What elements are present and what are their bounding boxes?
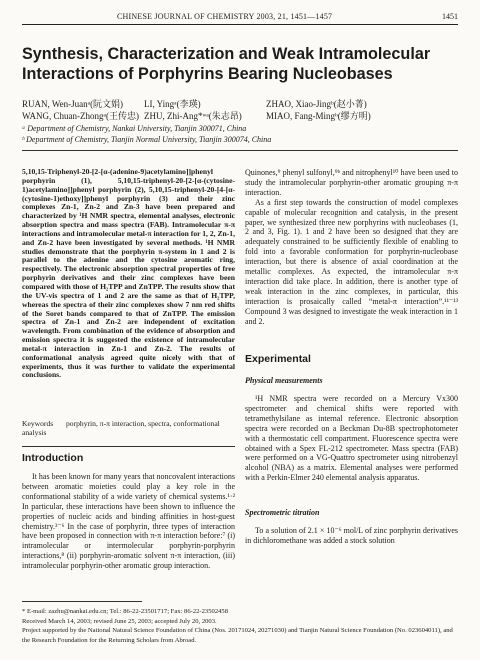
footnote: Received March 14, 2003; revised June 25, 2003; accepted July 20, 2003. (22, 617, 217, 625)
author-name: MIAO, Fang-Mingᵇ(缪方明) (266, 111, 371, 121)
affiliation: ᵃ Department of Chemistry, Nankai University, Tianjin 300071, China (22, 124, 247, 133)
paragraph: To a solution of 2.1 × 10⁻⁶ mol/L of zinc porphyrin derivatives in dichloromethane was added a stock solution (245, 526, 458, 545)
page-number: 1451 (442, 12, 458, 21)
running-header (22, 10, 458, 25)
author-row (22, 110, 371, 122)
paragraph: ¹H NMR spectra were recorded on a Mercury Vx300 spectrometer and chemical shifts were reported with tetramethylsilane as internal reference. Electronic absorption spectra were recorded on a Beckman Du-8B spectrophotometer with a thermostatic cell compartment. Fluorescence spectra were obtained with a Spex FL-212 spectrometer. Mass spectra (FAB) were performed on a VG-Quattro spectrometer using nitrobenzyl alcohol (NBA) as a matrix. Elemental analyses were performed with a Perkin-Elmer 240 elemental analysis apparatus. (245, 394, 458, 483)
abstract: 5,10,15-Triphenyl-20-[2-[α-(adenine-9)acetylamino]]phenyl porphyrin (1), 5,10,15-triphenyl-20-[2-[α-(cytosine-1)acetylamino]]phenyl porphyrin (2), 5,10,15-triphenyl-20-[4-[α-(cytosine-1)ethoxy]]phenyl porphyrin (3) and their zinc complexes Zn-1, Zn-2 and Zn-3 have been prepared and characterized by ¹H NMR spectra, elemental analyses, electronic absorption spectra and mass spectra (FAB). Intramolecular π-π interactions and intramolecular metal-π interaction for 1, 2, Zn-1, and Zn-2 have been investigated by several methods. ¹H NMR studies demonstrate that the porphyrin π-system in 1 and 2 is parallel to the adenine and the cytosine aromatic ring, respectively. The electronic absorption spectral properties of free porphyrin derivatives and their zinc complexes have been compared with those of H₂TPP and ZnTPP. The results show that the UV-vis spectra of 1 and 2 are the same as that of H₂TPP, whereas the spectra of their zinc complexes show 7 nm red shifts of the Soret bands compared to that of ZnTPP. The emission spectra of Zn-1 and Zn-2 are independent of excitation wavelength. From combination of the evidence of absorption and emission spectra it is suggested the existence of intramolecular metal-π interaction in Zn-1 and Zn-2. The results of conformational analysis agreed quite nicely with that of experiments, thus it was further to validate the experimental conclusions. (22, 167, 235, 380)
journal-citation: CHINESE JOURNAL OF CHEMISTRY 2003, 21, 1451—1457 (117, 12, 333, 21)
keywords (22, 419, 235, 437)
affiliations (22, 124, 271, 145)
author-row (22, 98, 371, 110)
author-name: ZHAO, Xiao-Jingᵇ(赵小菁) (266, 99, 367, 109)
paragraph: As a first step towards the construction of model complexes capable of molecular recognition and catalysis, in the present paper, we synthesized three new porphyrins with nucleobases (1, 2 and 3, Fig. 1). 1 and 2 have been so designed that they are adequately constrained to be sufficiently flexible of enabling to fold into a favorable conformation for porphyrin-nucleobase interaction, but there is absence of axial coordination at the metallic complexes. As expected, the intramolecular π-π interaction did take place. In addition, there is another type of weak interaction in the zinc complexes, in particular, this interaction is prosaically called “metal-π interaction”.¹¹⁻¹³ Compound 3 was designed to investigate the weak interaction in 1 and 2. (245, 197, 458, 326)
footnotes (22, 607, 458, 645)
spectrometric-titration-heading: Spectrometric titration (245, 508, 320, 517)
author-name: RUAN, Wen-Juanᵃ(阮文娟) (22, 99, 124, 109)
divider (22, 446, 235, 447)
footnote: Project supported by the National Natural Science Foundation of China (Nos. 20171024, 20271030) and Tianjin Natural Science Foundation (No. 023604011), and the Research Foundation for the Returning Scholars from Abroad. (22, 627, 453, 644)
paragraph: It has been known for many years that noncovalent interactions between aromatic moieties could play a key role in the conformational stability of a wide variety of chemical systems.¹·² In particular, these interactions have been shown to influence the properties of nucleic acids and binding affinities in host-guest chemistry.³⁻⁶ In the case of porphyrin, three types of interaction have been proposed in connection with π-π interaction before:⁷ (i) intramolecular or intermolecular porphyrin-porphyrin interactions,⁸ (ii) porphyrin-aromatic solvent π-π interaction, (iii) intramolecular porphyrin-other aromatic group interaction. (22, 472, 235, 571)
author-list (22, 98, 371, 122)
keywords-text: porphyrin, π-π interaction, spectra, conformational analysis (22, 419, 220, 437)
paragraph: Quinones,⁹ phenyl sulfonyl,⁹ᵇ and nitrophenyl¹⁰ have been used to study the intramolecular porphyrin-other aromatic grouping π-π interaction. (245, 168, 458, 197)
experimental-heading: Experimental (245, 353, 311, 365)
divider (22, 150, 458, 151)
author-name: LI, Yingᵃ(李瑛) (144, 99, 201, 109)
author-name: WANG, Chuan-Zhongᵃ(王传忠) (22, 111, 139, 121)
affiliation: ᵇ Department of Chemistry, Tianjin Normal University, Tianjin 300074, China (22, 134, 272, 144)
footnote: * E-mail: zazhu@nankai.edu.cn; Tel.: 86-22-23501717; Fax: 86-22-23502458 (22, 608, 229, 615)
author-name: ZHU, Zhi-Ang*ʷᵃ(朱志昂) (144, 111, 242, 121)
physical-measurements-text (245, 394, 458, 483)
article-title: Synthesis, Characterization and Weak Intramolecular Interactions of Porphyrins Bearing Nucleobases (22, 45, 431, 83)
intro-continued (245, 168, 458, 327)
footnote-divider (22, 601, 142, 602)
introduction-text (22, 472, 235, 571)
spectrometric-titration-text (245, 526, 458, 546)
keywords-label: Keywords (22, 419, 54, 428)
introduction-heading: Introduction (22, 452, 84, 464)
physical-measurements-heading: Physical measurements (245, 376, 323, 385)
